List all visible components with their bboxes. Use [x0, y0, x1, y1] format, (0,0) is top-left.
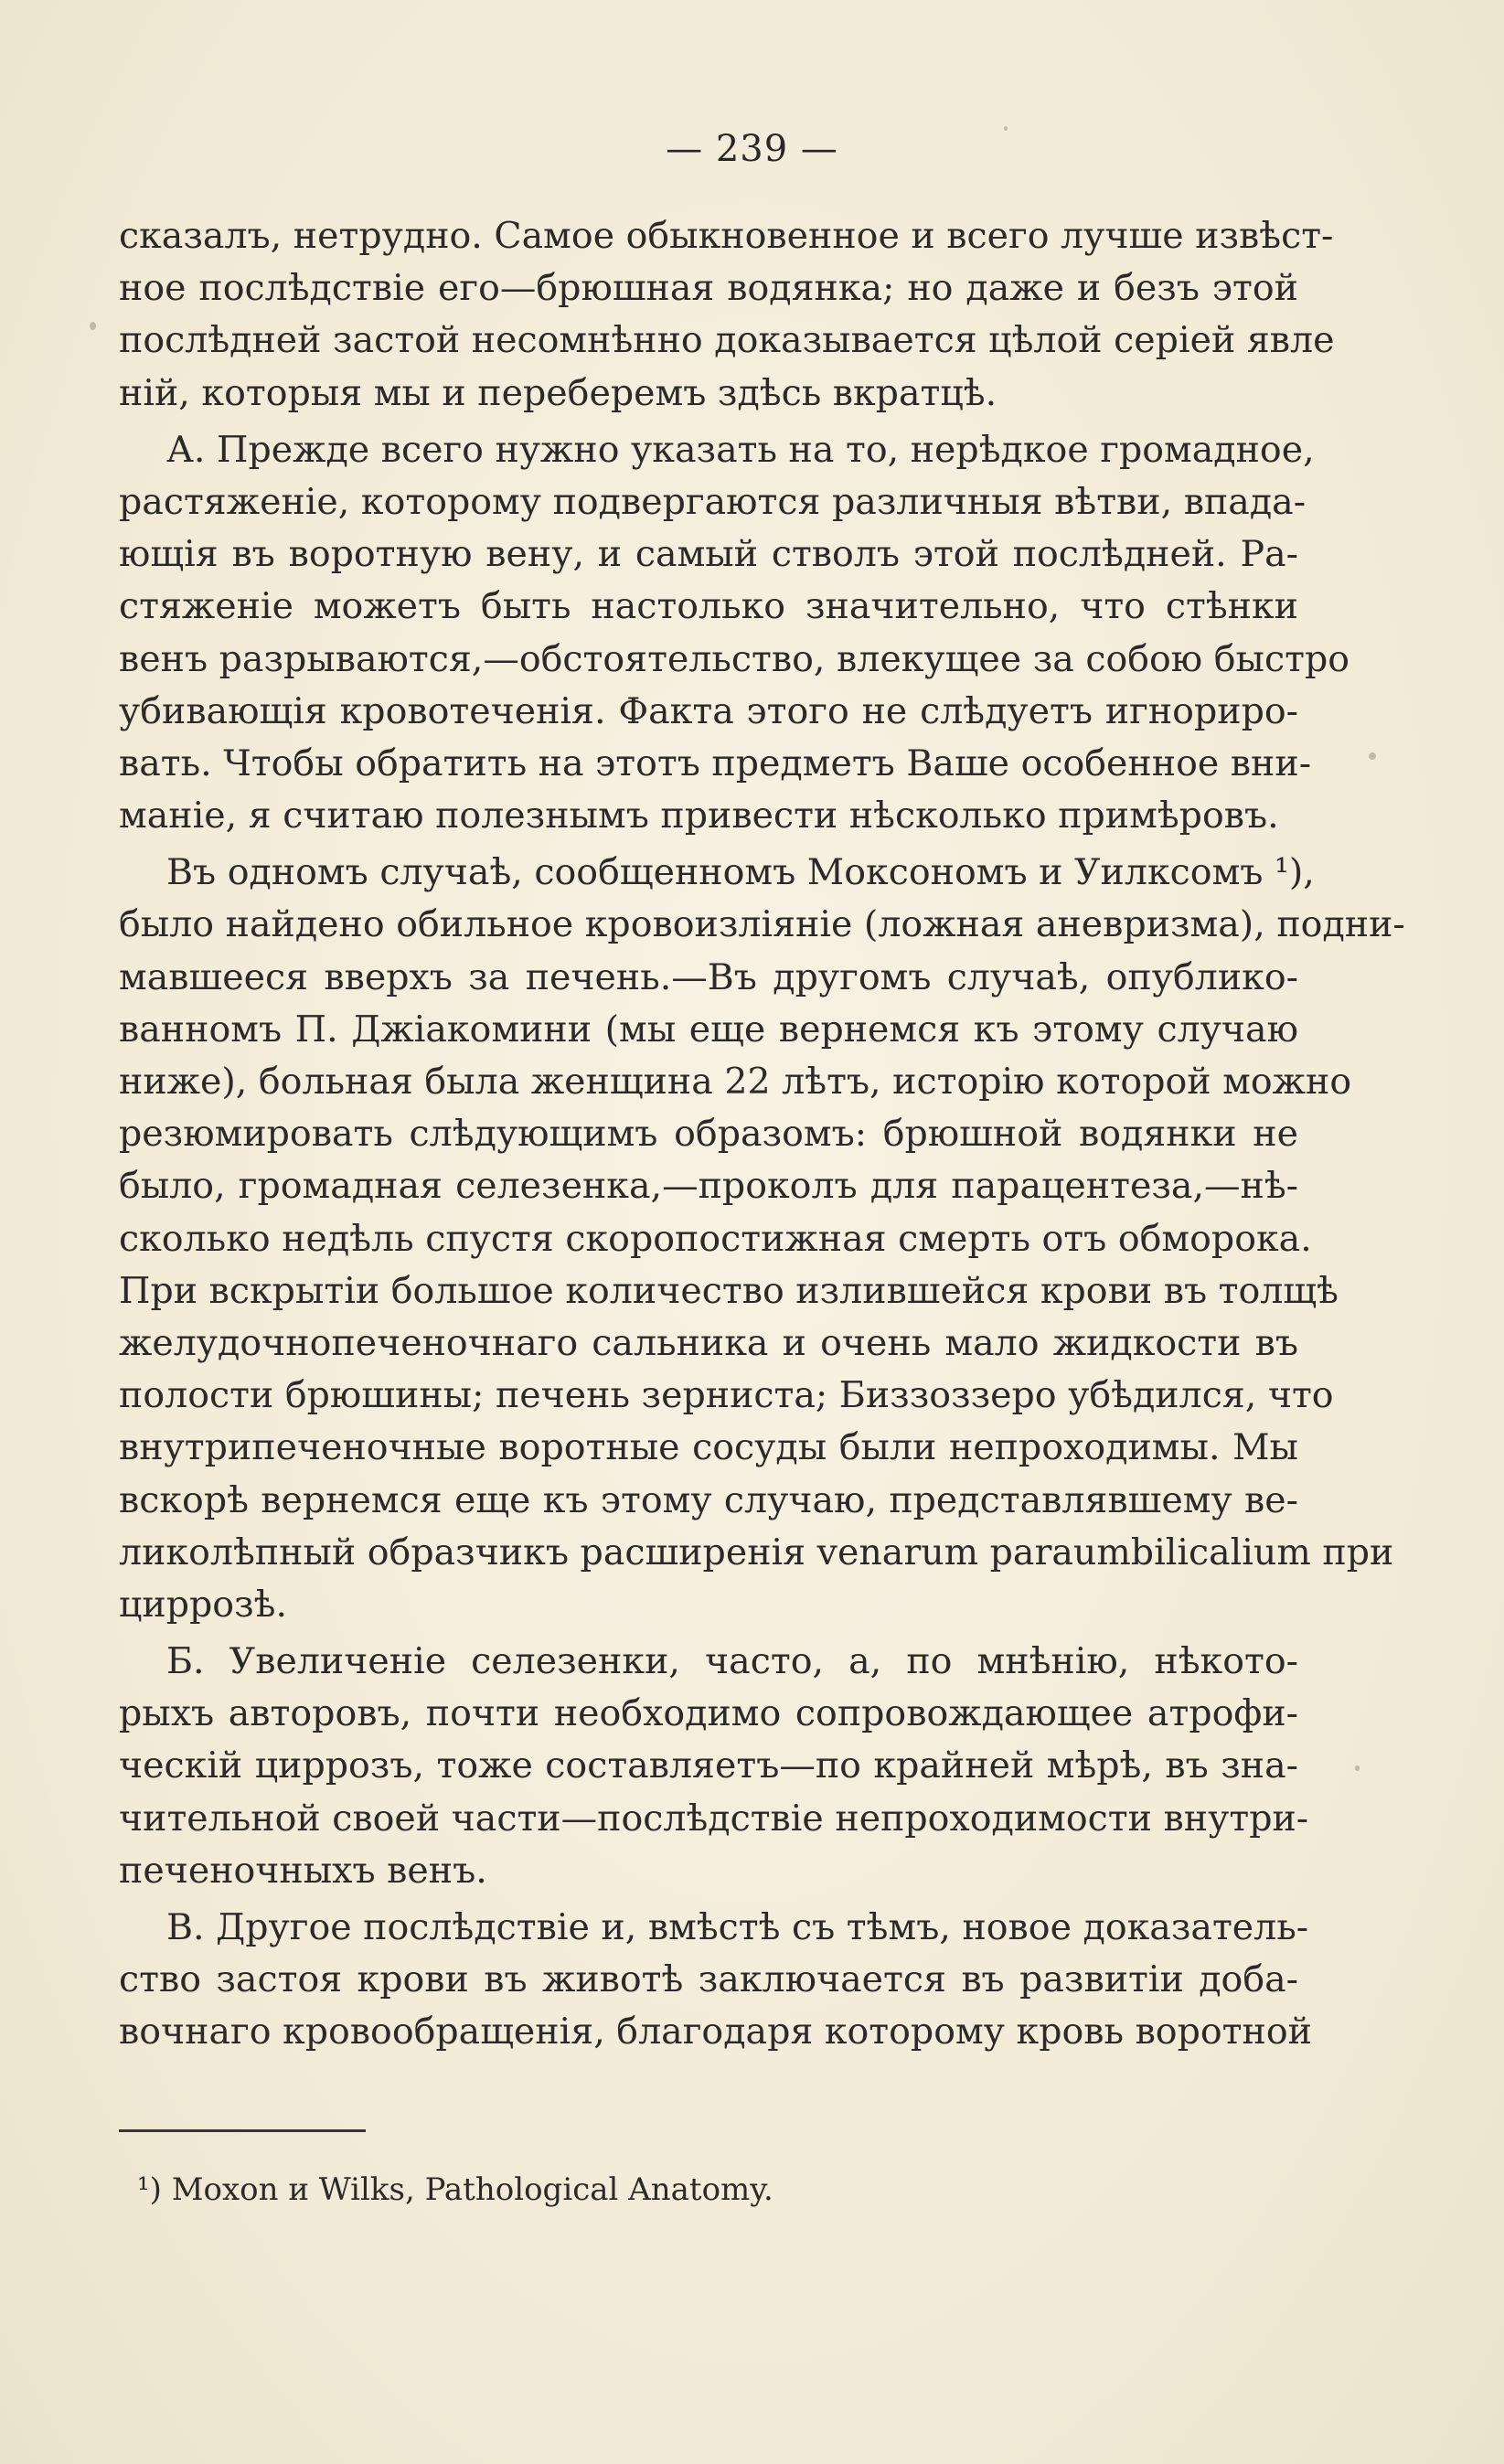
text-line: маніе, я считаю полезнымъ привести нѣсколько примѣровъ.	[119, 795, 1279, 837]
text-line: мавшееся вверхъ за печень.—Въ другомъ случаѣ, опублико-	[119, 955, 1298, 998]
text-line: было, громадная селезенка,—проколъ для парацентеза,—нѣ-	[119, 1165, 1298, 1208]
paper-speck	[90, 322, 96, 330]
text-line: резюмировать слѣдующимъ образомъ: брюшной водянки не	[119, 1113, 1298, 1156]
paper-speck	[1355, 1765, 1360, 1771]
text-line: было найдено обильное кровоизліяніе (ложная аневризма), подни-	[119, 903, 1405, 946]
text-line: чительной своей части—послѣдствіе непроходимости внутри-	[119, 1797, 1309, 1840]
text-line: полости брюшины; печень зерниста; Биззоззеро убѣдился, что	[119, 1374, 1334, 1417]
text-line: рыхъ авторовъ, почти необходимо сопровождающее атрофи-	[119, 1692, 1298, 1735]
text-line: циррозѣ.	[119, 1583, 287, 1626]
text-line: убивающія кровотеченія. Факта этого не слѣдуетъ игнориро-	[119, 689, 1298, 732]
text-line: желудочнопеченочнаго сальника и очень мало жидкости въ	[119, 1321, 1298, 1364]
text-line: ное послѣдствіе его—брюшная водянка; но даже и безъ этой	[119, 267, 1298, 310]
text-line: вскорѣ вернемся еще къ этому случаю, представлявшему ве-	[119, 1478, 1298, 1521]
text-line: ликолѣпный образчикъ расширенія venarum paraumbilicalium при	[119, 1531, 1394, 1573]
text-line: внутрипеченочные воротные сосуды были непроходимы. Мы	[119, 1426, 1298, 1469]
paper-speck	[1369, 752, 1376, 760]
text-line: ющія въ воротную вену, и самый стволъ этой послѣдней. Ра-	[119, 533, 1298, 576]
paragraph-first-line: В. Другое послѣдствіе и, вмѣстѣ съ тѣмъ, новое доказатель-	[166, 1906, 1309, 1948]
footnote: ¹) Moxon и Wilks, Pathological Anatomy.	[137, 2171, 773, 2208]
paragraph-first-line: А. Прежде всего нужно указать на то, нерѣдкое громадное,	[166, 428, 1315, 471]
text-line: растяженіе, которому подвергаются различныя вѣтви, впада-	[119, 480, 1307, 523]
footnote-divider	[119, 2129, 366, 2132]
text-line: ческій циррозъ, тоже составляетъ—по крайней мѣрѣ, въ зна-	[119, 1744, 1298, 1787]
text-line: послѣдней застой несомнѣнно доказывается цѣлой серіей явле	[119, 319, 1335, 362]
text-line: При вскрытіи большое количество излившейся крови въ толщѣ	[119, 1269, 1339, 1312]
text-line: ній, которыя мы и переберемъ здѣсь вкратцѣ.	[119, 371, 997, 414]
text-line: ниже), больная была женщина 22 лѣтъ, исторію которой можно	[119, 1061, 1352, 1103]
text-line: ванномъ П. Джіакомини (мы еще вернемся къ этому случаю	[119, 1008, 1298, 1051]
text-line: вочнаго кровообращенія, благодаря которому кровь воротной	[119, 2011, 1312, 2053]
text-line: сказалъ, нетрудно. Самое обыкновенное и всего лучше извѣст-	[119, 215, 1334, 257]
text-line: венъ разрываются,—обстоятельство, влекущее за собою быстро	[119, 637, 1350, 680]
page-number: — 239 —	[666, 128, 838, 170]
text-line: ство застоя крови въ животѣ заключается въ развитіи доба-	[119, 1958, 1298, 2001]
text-line: сколько недѣль спустя скоропостижная смерть отъ обморока.	[119, 1217, 1312, 1260]
paragraph-first-line: Б. Увеличеніе селезенки, часто, а, по мнѣнію, нѣкото-	[166, 1640, 1298, 1683]
paper-speck	[1004, 126, 1008, 131]
text-line: печеночныхъ венъ.	[119, 1849, 487, 1892]
text-line: вать. Чтобы обратить на этотъ предметъ Ваше особенное вни-	[119, 741, 1312, 784]
paragraph-first-line: Въ одномъ случаѣ, сообщенномъ Моксономъ и Уилксомъ ¹),	[166, 851, 1315, 894]
text-line: стяженіе можетъ быть настолько значительно, что стѣнки	[119, 585, 1298, 628]
body-text	[119, 210, 1405, 2059]
